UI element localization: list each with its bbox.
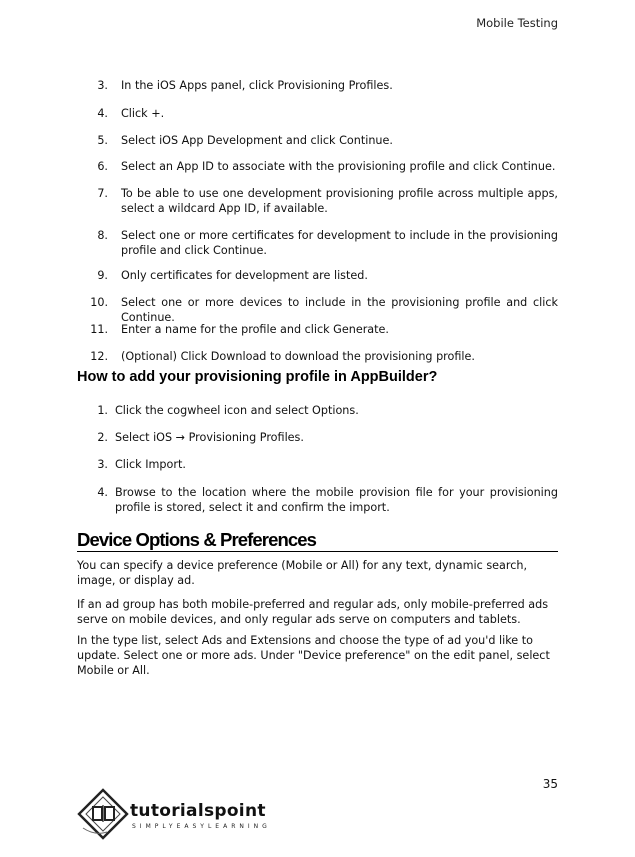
logo-tagline: SIMPLYEASYLEARNING	[132, 823, 271, 830]
running-header: Mobile Testing	[476, 16, 558, 30]
step-number: 8.	[97, 229, 108, 242]
appbuilder-heading: How to add your provisioning profile in AppBuilder?	[77, 369, 438, 385]
step-text: Click Import.	[115, 458, 186, 471]
step-number: 2.	[97, 431, 108, 444]
step-text: (Optional) Click Download to download the provisioning profile.	[121, 350, 475, 363]
step-text: Browse to the location where the mobile provision file for your provisioning profile is stored, select it and confirm the import.	[115, 486, 558, 514]
paragraph: You can specify a device preference (Mobile or All) for any text, dynamic search, image, or display ad.	[77, 559, 528, 587]
step-number: 10.	[90, 296, 108, 309]
step-text: Select one or more devices to include in the provisioning profile and click Continue.	[121, 296, 558, 324]
step-number: 12.	[90, 350, 108, 363]
paragraph: In the type list, select Ads and Extensions and choose the type of ad you'd like to update. Select one or more ads. Under "Device preference" on the edit panel, select Mobile or All.	[77, 634, 550, 677]
step-number: 5.	[97, 134, 108, 147]
logo-emblem-icon	[75, 788, 131, 840]
step-number: 11.	[90, 323, 108, 336]
step-number: 3.	[97, 79, 108, 92]
step-number: 4.	[97, 107, 108, 120]
step-text: Enter a name for the profile and click Generate.	[121, 323, 389, 336]
step-text: Click +.	[121, 107, 165, 120]
step-text: Only certificates for development are listed.	[121, 269, 368, 282]
page-number: 35	[542, 777, 558, 791]
step-text: In the iOS Apps panel, click Provisioning Profiles.	[121, 79, 393, 92]
step-text: Select one or more certificates for development to include in the provisioning profile and click Continue.	[121, 229, 558, 257]
step-text: Select iOS App Development and click Continue.	[121, 134, 393, 147]
step-text: Click the cogwheel icon and select Options.	[115, 404, 359, 417]
step-number: 3.	[97, 458, 108, 471]
heading-underline	[77, 551, 558, 552]
step-text: Select iOS → Provisioning Profiles.	[115, 431, 304, 444]
step-text: To be able to use one development provisioning profile across multiple apps, select a wildcard App ID, if available.	[121, 187, 558, 215]
logo-wordmark: tutorialspoint	[130, 801, 266, 821]
step-text: Select an App ID to associate with the provisioning profile and click Continue.	[121, 160, 556, 173]
tutorialspoint-logo	[75, 786, 305, 846]
step-number: 1.	[97, 404, 108, 417]
step-number: 9.	[97, 269, 108, 282]
device-options-heading: Device Options & Preferences	[77, 529, 317, 550]
step-number: 6.	[97, 160, 108, 173]
paragraph: If an ad group has both mobile-preferred and regular ads, only mobile-preferred ads serve on mobile devices, and only regular ads serve on computers and tablets.	[77, 598, 549, 626]
step-number: 7.	[97, 187, 108, 200]
step-number: 4.	[97, 486, 108, 499]
